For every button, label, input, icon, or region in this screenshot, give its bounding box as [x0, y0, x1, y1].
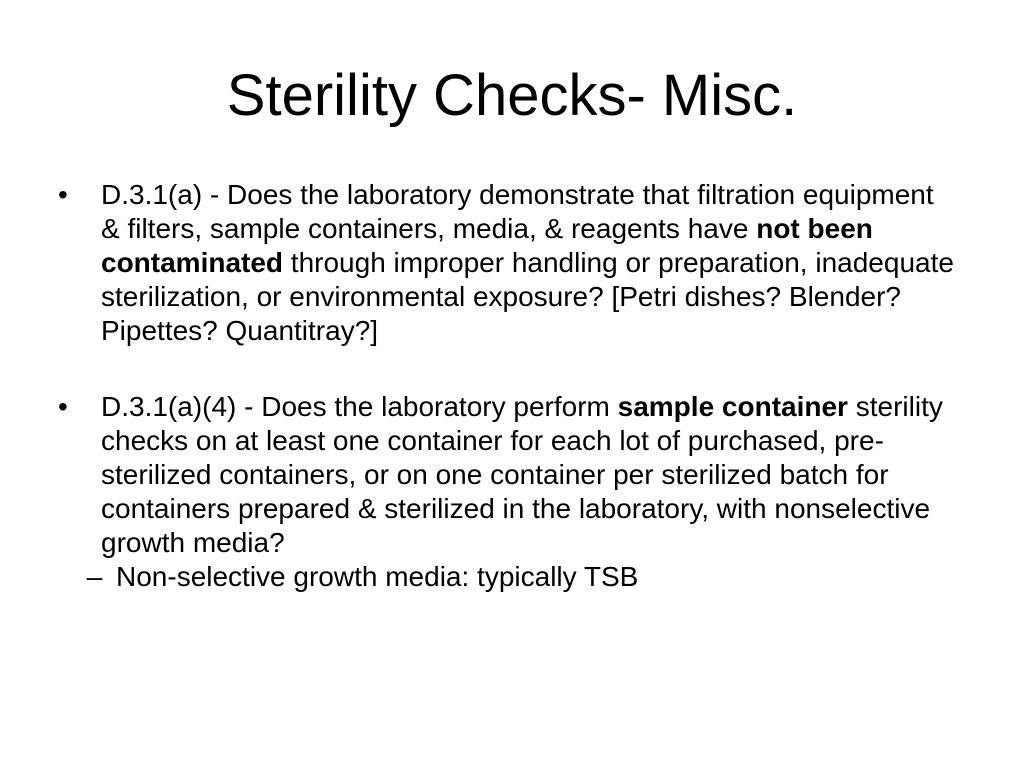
bullet-item [58, 178, 958, 348]
bullet-text: sterility checks on at least one container for each lot of purchased, pre-sterilized containers, or on one container per sterilized batch for containers prepared & sterilized in the laboratory, with nonselective growth media? [101, 391, 943, 558]
bullet-marker: • [58, 391, 68, 422]
slide-content [58, 178, 958, 622]
bullet-text: D.3.1(a)(4) - Does the laboratory perform [101, 391, 618, 422]
bullet-marker: • [58, 179, 68, 210]
bullet-text: through improper handling or preparation, inadequate sterilization, or environmental exposure? [Petri dishes? Blender? Pipettes? Quantitray?] [101, 247, 954, 346]
slide-title: Sterility Checks- Misc. [226, 63, 798, 128]
subbullet-text: Non-selective growth media: typically TSB [116, 561, 639, 592]
subbullet-item [73, 560, 958, 594]
bullet-text: D.3.1(a) - Does the laboratory demonstrate that filtration equipment & filters, sample containers, media, & reagents have [101, 179, 934, 244]
bullet-item [58, 390, 958, 560]
bullet-bold-text: sample container [617, 391, 848, 422]
bullet-bold-text: not been contaminated [101, 213, 873, 278]
subbullet-marker: – [86, 561, 103, 592]
